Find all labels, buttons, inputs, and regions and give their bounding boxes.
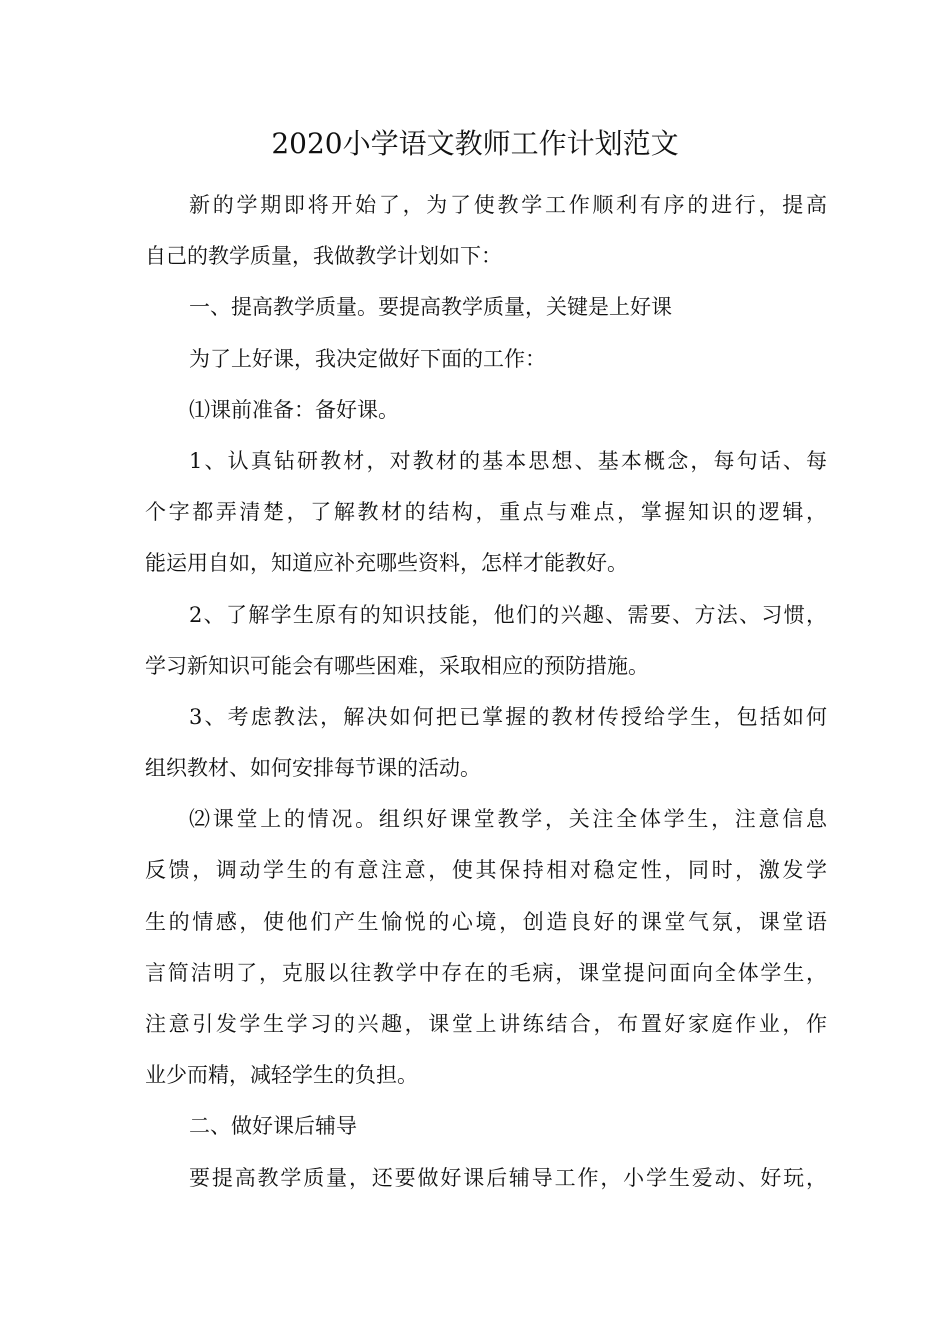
paragraph-line: 要提高教学质量，还要做好课后辅导工作，小学生爱动、好玩，: [189, 1165, 827, 1190]
paragraph-line: 言简洁明了，克服以往教学中存在的毛病，课堂提问面向全体学生，: [145, 960, 827, 985]
section-heading: 二、做好课后辅导: [189, 1114, 357, 1139]
paragraph-line: 为了上好课，我决定做好下面的工作：: [189, 346, 546, 371]
paragraph-line: ⑵课堂上的情况。组织好课堂教学，关注全体学生，注意信息: [189, 807, 827, 832]
subsection-heading: ⑴课前准备：备好课。: [189, 397, 399, 422]
paragraph-line: 能运用自如，知道应补充哪些资料，怎样才能教好。: [145, 551, 628, 576]
document-body: [145, 180, 827, 1204]
paragraph-line: 学习新知识可能会有哪些困难，采取相应的预防措施。: [145, 653, 649, 678]
document-title: 2020小学语文教师工作计划范文: [271, 127, 679, 160]
paragraph-line: 反馈，调动学生的有意注意，使其保持相对稳定性，同时，激发学: [145, 858, 827, 883]
paragraph-line: 1、认真钻研教材，对教材的基本思想、基本概念，每句话、每: [189, 448, 827, 473]
section-heading: 一、提高教学质量。要提高教学质量，关键是上好课: [189, 295, 672, 320]
paragraph-line: 生的情感，使他们产生愉悦的心境，创造良好的课堂气氛，课堂语: [145, 909, 827, 934]
paragraph-line: 3、考虑教法，解决如何把已掌握的教材传授给学生，包括如何: [189, 704, 827, 729]
paragraph-line: 自己的教学质量，我做教学计划如下：: [145, 244, 502, 269]
paragraph-line: 组织教材、如何安排每节课的活动。: [145, 756, 481, 781]
paragraph-line: 业少而精，减轻学生的负担。: [145, 1063, 418, 1088]
paragraph-line: 个字都弄清楚，了解教材的结构，重点与难点，掌握知识的逻辑，: [145, 500, 827, 525]
paragraph-line: 注意引发学生学习的兴趣，课堂上讲练结合，布置好家庭作业，作: [145, 1012, 827, 1036]
paragraph-line: 新的学期即将开始了，为了使教学工作顺利有序的进行，提高: [189, 193, 827, 217]
paragraph-line: 2、了解学生原有的知识技能，他们的兴趣、需要、方法、习惯，: [189, 602, 827, 627]
